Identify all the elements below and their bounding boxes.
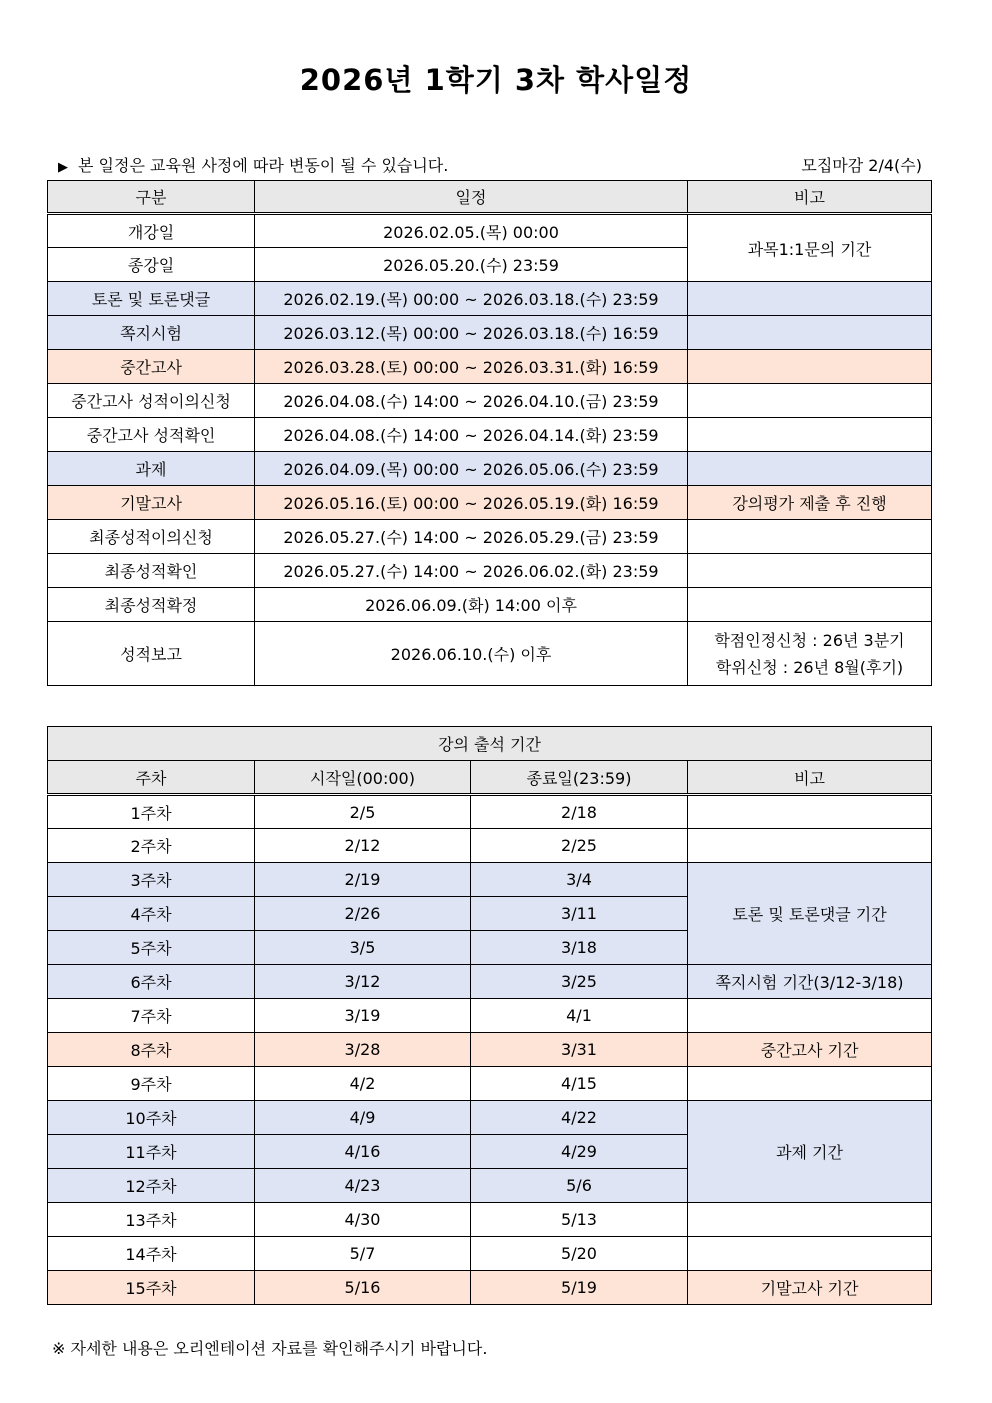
table-row (48, 554, 932, 588)
row-category: 토론 및 토론댓글 (48, 282, 255, 316)
row-period: 2026.04.09.(목) 00:00 ~ 2026.05.06.(수) 23:59 (255, 452, 688, 486)
row-start: 3/5 (255, 931, 471, 965)
row-period: 2026.05.27.(수) 14:00 ~ 2026.06.02.(화) 23:59 (255, 554, 688, 588)
row-remark (688, 384, 932, 418)
table-row (48, 588, 932, 622)
row-end: 5/13 (471, 1203, 688, 1237)
row-category: 중간고사 (48, 350, 255, 384)
row-week: 7주차 (48, 999, 255, 1033)
table-row (48, 316, 932, 350)
table-row (48, 520, 932, 554)
row-start: 5/7 (255, 1237, 471, 1271)
row-week: 11주차 (48, 1135, 255, 1169)
row-period: 2026.02.05.(목) 00:00 (255, 214, 688, 248)
row-category: 개강일 (48, 214, 255, 248)
table-row (48, 350, 932, 384)
row-end: 3/31 (471, 1033, 688, 1067)
row-start: 4/16 (255, 1135, 471, 1169)
enrollment-deadline: 모집마감 2/4(수) (801, 156, 922, 175)
row-period: 2026.06.10.(수) 이후 (255, 622, 688, 686)
row-end: 3/18 (471, 931, 688, 965)
row-start: 4/9 (255, 1101, 471, 1135)
row-start: 4/30 (255, 1203, 471, 1237)
row-category: 성적보고 (48, 622, 255, 686)
table-row (48, 384, 932, 418)
header-week: 주차 (48, 761, 255, 795)
row-remark (688, 829, 932, 863)
row-start: 4/2 (255, 1067, 471, 1101)
row-category: 기말고사 (48, 486, 255, 520)
table-row (48, 1067, 932, 1101)
row-week: 14주차 (48, 1237, 255, 1271)
row-week: 3주차 (48, 863, 255, 897)
remark-degree-application: 학위신청 : 26년 8월(후기) (715, 657, 904, 677)
table-row (48, 452, 932, 486)
row-end: 4/29 (471, 1135, 688, 1169)
row-end: 5/19 (471, 1271, 688, 1305)
notice-text: 본 일정은 교육원 사정에 따라 변동이 될 수 있습니다. (78, 156, 449, 175)
row-remark: 과제 기간 (688, 1101, 932, 1203)
header-period: 일정 (255, 181, 688, 214)
row-start: 3/28 (255, 1033, 471, 1067)
row-remark (688, 1237, 932, 1271)
table-row (48, 622, 932, 686)
row-remark (688, 452, 932, 486)
row-remark (688, 795, 932, 829)
row-end: 2/18 (471, 795, 688, 829)
row-week: 2주차 (48, 829, 255, 863)
row-end: 2/25 (471, 829, 688, 863)
row-week: 8주차 (48, 1033, 255, 1067)
table-header-row (48, 761, 932, 795)
row-remark (688, 316, 932, 350)
row-week: 10주차 (48, 1101, 255, 1135)
table-row (48, 214, 932, 248)
row-week: 6주차 (48, 965, 255, 999)
row-remark: 중간고사 기간 (688, 1033, 932, 1067)
header-start: 시작일(00:00) (255, 761, 471, 795)
row-remark: 토론 및 토론댓글 기간 (688, 863, 932, 965)
attendance-caption: 강의 출석 기간 (48, 727, 932, 761)
footer-note: ※ 자세한 내용은 오리엔테이션 자료를 확인해주시기 바랍니다. (52, 1339, 488, 1358)
attendance-period-table (47, 726, 932, 1305)
row-end: 4/1 (471, 999, 688, 1033)
row-end: 4/22 (471, 1101, 688, 1135)
table-row (48, 1271, 932, 1305)
row-category: 최종성적이의신청 (48, 520, 255, 554)
row-period: 2026.06.09.(화) 14:00 이후 (255, 588, 688, 622)
row-remark: 강의평가 제출 후 진행 (688, 486, 932, 520)
table-row (48, 418, 932, 452)
row-remark: 과목1:1문의 기간 (688, 214, 932, 282)
row-start: 4/23 (255, 1169, 471, 1203)
row-period: 2026.03.28.(토) 00:00 ~ 2026.03.31.(화) 16:59 (255, 350, 688, 384)
header-remark: 비고 (688, 181, 932, 214)
row-category: 최종성적확인 (48, 554, 255, 588)
notice-line (58, 153, 448, 176)
row-category: 중간고사 성적이의신청 (48, 384, 255, 418)
row-remark (688, 350, 932, 384)
row-remark (688, 1067, 932, 1101)
table-row (48, 282, 932, 316)
row-category: 쪽지시험 (48, 316, 255, 350)
row-start: 3/19 (255, 999, 471, 1033)
row-period: 2026.02.19.(목) 00:00 ~ 2026.03.18.(수) 23:59 (255, 282, 688, 316)
row-week: 5주차 (48, 931, 255, 965)
row-end: 5/6 (471, 1169, 688, 1203)
row-remark (688, 999, 932, 1033)
row-category: 최종성적확정 (48, 588, 255, 622)
row-remark: 기말고사 기간 (688, 1271, 932, 1305)
row-remark (688, 1203, 932, 1237)
row-category: 종강일 (48, 248, 255, 282)
table-row (48, 863, 932, 897)
academic-schedule-table (47, 180, 932, 686)
row-remark (688, 282, 932, 316)
row-remark (688, 588, 932, 622)
row-start: 2/26 (255, 897, 471, 931)
table-row (48, 1203, 932, 1237)
row-end: 5/20 (471, 1237, 688, 1271)
row-start: 5/16 (255, 1271, 471, 1305)
row-end: 3/11 (471, 897, 688, 931)
page-title: 2026년 1학기 3차 학사일정 (299, 63, 693, 97)
row-week: 12주차 (48, 1169, 255, 1203)
table-row (48, 1101, 932, 1135)
row-remark (688, 554, 932, 588)
row-week: 15주차 (48, 1271, 255, 1305)
header-category: 구분 (48, 181, 255, 214)
row-period: 2026.05.16.(토) 00:00 ~ 2026.05.19.(화) 16:59 (255, 486, 688, 520)
row-end: 4/15 (471, 1067, 688, 1101)
row-start: 3/12 (255, 965, 471, 999)
row-category: 중간고사 성적확인 (48, 418, 255, 452)
header-end: 종료일(23:59) (471, 761, 688, 795)
table-row (48, 486, 932, 520)
table-row (48, 1237, 932, 1271)
table-row (48, 999, 932, 1033)
row-week: 4주차 (48, 897, 255, 931)
row-period: 2026.04.08.(수) 14:00 ~ 2026.04.14.(화) 23:59 (255, 418, 688, 452)
row-end: 3/25 (471, 965, 688, 999)
row-week: 1주차 (48, 795, 255, 829)
row-remark: 쪽지시험 기간(3/12-3/18) (688, 965, 932, 999)
table-row (48, 829, 932, 863)
row-remark (688, 622, 932, 686)
row-period: 2026.04.08.(수) 14:00 ~ 2026.04.10.(금) 23:59 (255, 384, 688, 418)
row-remark (688, 418, 932, 452)
header-remark: 비고 (688, 761, 932, 795)
row-start: 2/5 (255, 795, 471, 829)
row-start: 2/19 (255, 863, 471, 897)
row-period: 2026.05.20.(수) 23:59 (255, 248, 688, 282)
row-week: 9주차 (48, 1067, 255, 1101)
table-row (48, 1033, 932, 1067)
table-row (48, 795, 932, 829)
row-end: 3/4 (471, 863, 688, 897)
row-start: 2/12 (255, 829, 471, 863)
row-period: 2026.03.12.(목) 00:00 ~ 2026.03.18.(수) 16:59 (255, 316, 688, 350)
table-caption-row (48, 727, 932, 761)
row-remark (688, 520, 932, 554)
table-row (48, 965, 932, 999)
bullet-triangle-icon: ▶ (58, 160, 68, 175)
remark-credit-recognition: 학점인정신청 : 26년 3분기 (714, 630, 905, 650)
row-week: 13주차 (48, 1203, 255, 1237)
table-header-row (48, 181, 932, 214)
row-period: 2026.05.27.(수) 14:00 ~ 2026.05.29.(금) 23:59 (255, 520, 688, 554)
row-category: 과제 (48, 452, 255, 486)
